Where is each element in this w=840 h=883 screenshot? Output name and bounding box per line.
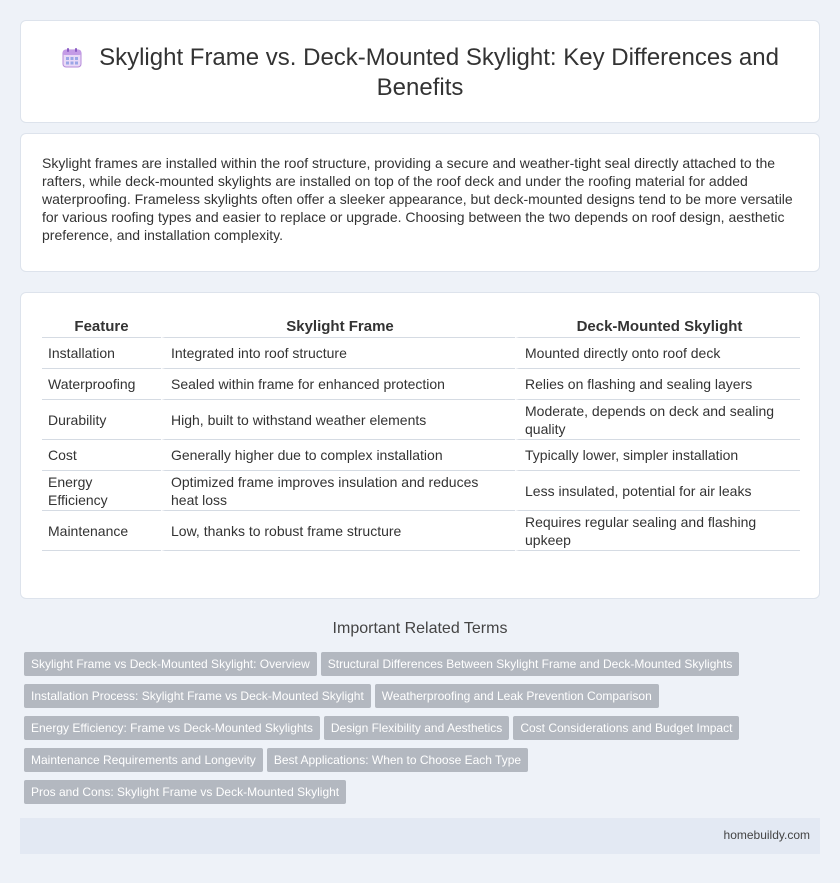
related-term-tag[interactable]: Structural Differences Between Skylight Frame and Deck-Mounted Skylights — [321, 652, 740, 676]
feature-cell: Maintenance — [42, 511, 161, 551]
skylight-frame-cell: Sealed within frame for enhanced protection — [161, 369, 515, 400]
related-term-tag[interactable]: Cost Considerations and Budget Impact — [513, 716, 739, 740]
deck-mounted-cell: Less insulated, potential for air leaks — [515, 471, 800, 511]
related-term-tag[interactable]: Energy Efficiency: Frame vs Deck-Mounted Skylights — [24, 716, 320, 740]
intro-card — [20, 133, 820, 272]
column-header-skylight-frame: Skylight Frame — [161, 314, 515, 338]
feature-cell: Waterproofing — [42, 369, 161, 400]
page-title-wrap — [61, 43, 779, 103]
feature-cell: Energy Efficiency — [42, 471, 161, 511]
skylight-frame-cell: Integrated into roof structure — [161, 338, 515, 369]
footer-site-link[interactable]: homebuildy.com — [723, 828, 810, 842]
feature-cell: Installation — [42, 338, 161, 369]
feature-cell: Durability — [42, 400, 161, 440]
related-term-tag[interactable]: Installation Process: Skylight Frame vs Deck-Mounted Skylight — [24, 684, 371, 708]
table-row — [42, 400, 800, 440]
deck-mounted-cell: Moderate, depends on deck and sealing quality — [515, 400, 800, 440]
skylight-frame-cell: Low, thanks to robust frame structure — [161, 511, 515, 551]
related-term-tag[interactable]: Maintenance Requirements and Longevity — [24, 748, 263, 772]
footer — [20, 818, 820, 854]
related-terms-list — [24, 652, 764, 812]
related-term-tag[interactable]: Best Applications: When to Choose Each Type — [267, 748, 528, 772]
skylight-frame-cell: Optimized frame improves insulation and reduces heat loss — [161, 471, 515, 511]
related-term-tag[interactable]: Weatherproofing and Leak Prevention Comparison — [375, 684, 659, 708]
related-term-tag[interactable]: Skylight Frame vs Deck-Mounted Skylight: Overview — [24, 652, 317, 676]
intro-paragraph: Skylight frames are installed within the roof structure, providing a secure and weather-tight seal directly attached to the rafters, while deck-mounted skylights are installed on top of the roof deck and under the roofing material for added waterproofing. Frameless skylights often offer a sleeker appearance, but deck-mounted designs tend to be more versatile for various roofing types and easier to replace or upgrade. Choosing between the two depends on roof design, aesthetic preference, and installation complexity. — [42, 155, 793, 243]
table-header-row — [42, 314, 800, 338]
comparison-card — [20, 292, 820, 599]
calendar-icon — [61, 47, 83, 69]
skylight-frame-cell: High, built to withstand weather elements — [161, 400, 515, 440]
table-row — [42, 511, 800, 551]
column-header-deck-mounted: Deck-Mounted Skylight — [515, 314, 800, 338]
table-row — [42, 440, 800, 471]
table-row — [42, 369, 800, 400]
page-title: Skylight Frame vs. Deck-Mounted Skylight: Key Differences and Benefits — [99, 44, 779, 101]
title-card — [20, 20, 820, 123]
related-terms-heading: Important Related Terms — [332, 620, 508, 637]
related-term-tag[interactable]: Design Flexibility and Aesthetics — [324, 716, 509, 740]
table-row — [42, 471, 800, 511]
deck-mounted-cell: Mounted directly onto roof deck — [515, 338, 800, 369]
comparison-table — [42, 314, 800, 551]
skylight-frame-cell: Generally higher due to complex installation — [161, 440, 515, 471]
deck-mounted-cell: Typically lower, simpler installation — [515, 440, 800, 471]
deck-mounted-cell: Requires regular sealing and flashing upkeep — [515, 511, 800, 551]
table-row — [42, 338, 800, 369]
related-term-tag[interactable]: Pros and Cons: Skylight Frame vs Deck-Mounted Skylight — [24, 780, 346, 804]
feature-cell: Cost — [42, 440, 161, 471]
column-header-feature: Feature — [42, 314, 161, 338]
deck-mounted-cell: Relies on flashing and sealing layers — [515, 369, 800, 400]
